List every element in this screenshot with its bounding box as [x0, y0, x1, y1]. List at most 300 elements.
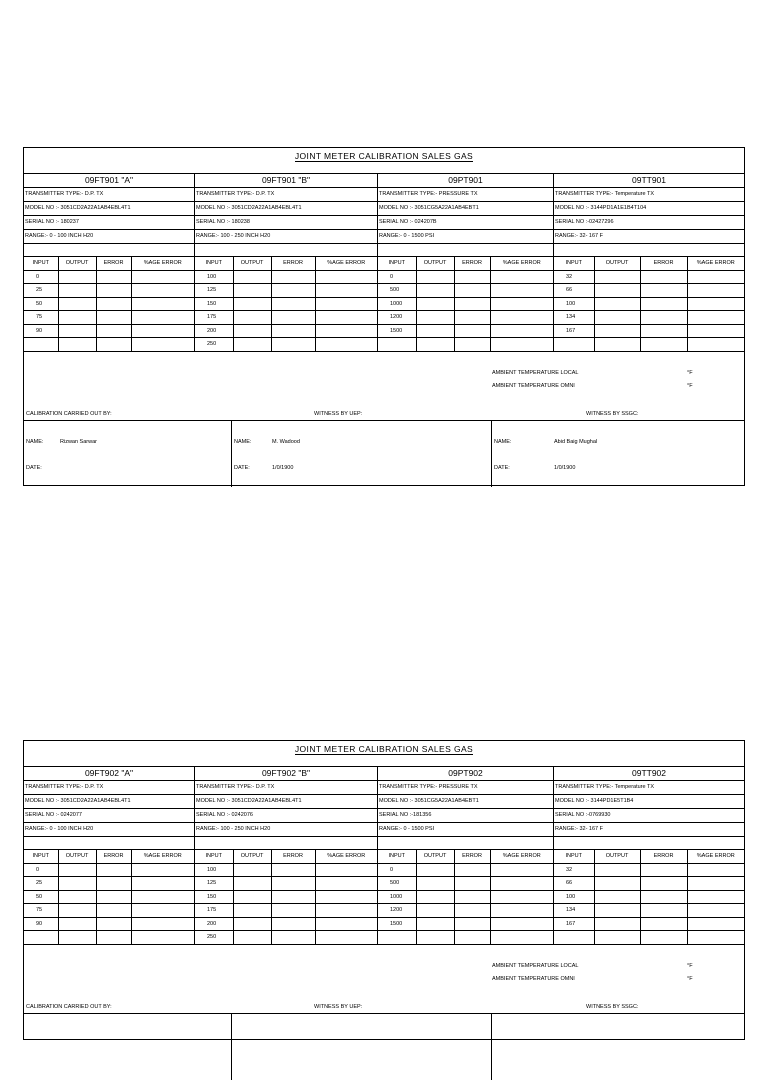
- witness-uep-label: WITNESS BY UEP:: [314, 1003, 363, 1010]
- percent-error-cell[interactable]: [131, 917, 194, 931]
- percent-error-cell[interactable]: [490, 863, 553, 877]
- percent-error-cell[interactable]: [131, 877, 194, 891]
- output-cell[interactable]: [58, 877, 96, 891]
- range: RANGE:- 0 - 100 INCH H20: [24, 823, 194, 837]
- input-value: 500: [378, 877, 416, 891]
- input-value: 175: [195, 311, 233, 325]
- calibration-by-label: CALIBRATION CARRIED OUT BY:: [26, 410, 112, 417]
- percent-error-cell[interactable]: [490, 284, 553, 298]
- output-cell[interactable]: [233, 890, 271, 904]
- signoff-header: [24, 410, 744, 421]
- table-row: [378, 324, 553, 338]
- header-output: OUTPUT: [233, 257, 271, 270]
- percent-error-cell[interactable]: [687, 284, 744, 298]
- spacer-row: [195, 244, 377, 257]
- name-label: NAME:: [494, 438, 512, 445]
- error-cell[interactable]: [96, 297, 131, 311]
- table-header-row: [24, 257, 194, 270]
- header-input: INPUT: [195, 257, 233, 270]
- output-cell[interactable]: [594, 270, 640, 284]
- input-value: [554, 931, 594, 945]
- sheet-title: JOINT METER CALIBRATION SALES GAS: [24, 148, 744, 174]
- error-cell[interactable]: [454, 297, 490, 311]
- output-cell[interactable]: [58, 338, 96, 352]
- serial-number: SERIAL NO :-02427296: [554, 216, 744, 230]
- transmitter-type: TRANSMITTER TYPE:- D.P. TX: [24, 188, 194, 202]
- percent-error-cell[interactable]: [131, 324, 194, 338]
- model-number: MODEL NO :- 3051CD2A22A1AB4EBL4T1: [24, 795, 194, 809]
- percent-error-cell[interactable]: [490, 297, 553, 311]
- table-row: [24, 284, 194, 298]
- error-cell[interactable]: [96, 284, 131, 298]
- output-cell[interactable]: [233, 931, 271, 945]
- spacer-row: [24, 244, 194, 257]
- input-value: 32: [554, 270, 594, 284]
- calibration-sheet-1: [23, 147, 745, 486]
- error-cell[interactable]: [640, 284, 687, 298]
- table-row: [554, 338, 744, 352]
- serial-number: SERIAL NO :-0769930: [554, 809, 744, 823]
- serial-number: SERIAL NO :-181356: [378, 809, 553, 823]
- error-cell[interactable]: [640, 324, 687, 338]
- table-row: [195, 904, 377, 918]
- header-output: OUTPUT: [594, 257, 640, 270]
- error-cell[interactable]: [454, 324, 490, 338]
- error-cell[interactable]: [271, 284, 315, 298]
- error-cell[interactable]: [454, 904, 490, 918]
- error-cell[interactable]: [454, 338, 490, 352]
- percent-error-cell[interactable]: [490, 890, 553, 904]
- percent-error-cell[interactable]: [490, 311, 553, 325]
- output-cell[interactable]: [58, 270, 96, 284]
- error-cell[interactable]: [640, 931, 687, 945]
- output-cell[interactable]: [233, 338, 271, 352]
- percent-error-cell[interactable]: [687, 338, 744, 352]
- ambient-local-unit: °F: [687, 962, 693, 969]
- percent-error-cell[interactable]: [687, 311, 744, 325]
- output-cell[interactable]: [416, 311, 454, 325]
- percent-error-cell[interactable]: [687, 931, 744, 945]
- percent-error-cell[interactable]: [131, 311, 194, 325]
- date-label: DATE:: [26, 464, 42, 471]
- percent-error-cell[interactable]: [315, 931, 377, 945]
- input-value: 500: [378, 284, 416, 298]
- table-row: [195, 284, 377, 298]
- percent-error-cell[interactable]: [131, 890, 194, 904]
- input-value: 100: [195, 270, 233, 284]
- error-cell[interactable]: [96, 324, 131, 338]
- output-cell[interactable]: [594, 284, 640, 298]
- error-cell[interactable]: [640, 863, 687, 877]
- serial-number: SERIAL NO :- 0242076: [195, 809, 377, 823]
- header-output: OUTPUT: [416, 257, 454, 270]
- output-cell[interactable]: [58, 311, 96, 325]
- range: RANGE:- 32- 167 F: [554, 823, 744, 837]
- header-percent-error: %AGE ERROR: [131, 257, 194, 270]
- error-cell[interactable]: [640, 904, 687, 918]
- error-cell[interactable]: [271, 890, 315, 904]
- output-cell[interactable]: [233, 297, 271, 311]
- error-cell[interactable]: [640, 297, 687, 311]
- output-cell[interactable]: [594, 297, 640, 311]
- output-cell[interactable]: [58, 917, 96, 931]
- percent-error-cell[interactable]: [131, 270, 194, 284]
- error-cell[interactable]: [454, 931, 490, 945]
- percent-error-cell[interactable]: [315, 270, 377, 284]
- percent-error-cell[interactable]: [131, 863, 194, 877]
- input-value: 250: [195, 338, 233, 352]
- output-cell[interactable]: [233, 863, 271, 877]
- error-cell[interactable]: [271, 311, 315, 325]
- name-value: Rizwan Sarwar: [60, 438, 97, 445]
- output-cell[interactable]: [233, 917, 271, 931]
- output-cell[interactable]: [416, 904, 454, 918]
- ambient-temperature-section: [24, 945, 744, 1003]
- calibration-table: [195, 850, 377, 945]
- output-cell[interactable]: [416, 324, 454, 338]
- error-cell[interactable]: [96, 863, 131, 877]
- error-cell[interactable]: [96, 904, 131, 918]
- input-value: 25: [24, 284, 58, 298]
- instrument-grid: [24, 174, 744, 352]
- error-cell[interactable]: [640, 890, 687, 904]
- spacer-row: [378, 244, 553, 257]
- input-value: 167: [554, 917, 594, 931]
- witness-ssgc-label: WITNESS BY SSGC:: [586, 1003, 639, 1010]
- output-cell[interactable]: [416, 297, 454, 311]
- output-cell[interactable]: [594, 890, 640, 904]
- percent-error-cell[interactable]: [687, 863, 744, 877]
- table-header-row: [24, 850, 194, 863]
- calibration-table: [378, 257, 553, 352]
- header-error: ERROR: [271, 257, 315, 270]
- ambient-omni-unit: °F: [687, 975, 693, 982]
- error-cell[interactable]: [454, 890, 490, 904]
- input-value: [554, 338, 594, 352]
- input-value: [24, 931, 58, 945]
- input-value: 0: [378, 270, 416, 284]
- range: RANGE:- 0 - 1500 PSI: [378, 823, 553, 837]
- percent-error-cell[interactable]: [687, 904, 744, 918]
- header-output: OUTPUT: [416, 850, 454, 863]
- serial-number: SERIAL NO :- 0242077: [24, 809, 194, 823]
- instrument-tag: 09FT901 "B": [195, 174, 377, 188]
- percent-error-cell[interactable]: [490, 877, 553, 891]
- table-row: [24, 917, 194, 931]
- percent-error-cell[interactable]: [315, 917, 377, 931]
- table-header-row: [378, 257, 553, 270]
- ambient-omni-row: [492, 976, 692, 982]
- table-header-row: [195, 257, 377, 270]
- calibration-sheet-2: [23, 740, 745, 1040]
- error-cell[interactable]: [271, 338, 315, 352]
- error-cell[interactable]: [271, 863, 315, 877]
- input-value: 66: [554, 284, 594, 298]
- error-cell[interactable]: [454, 917, 490, 931]
- calibration-table: [24, 257, 194, 352]
- header-percent-error: %AGE ERROR: [490, 257, 553, 270]
- input-value: 250: [195, 931, 233, 945]
- percent-error-cell[interactable]: [490, 270, 553, 284]
- percent-error-cell[interactable]: [131, 338, 194, 352]
- percent-error-cell[interactable]: [131, 931, 194, 945]
- error-cell[interactable]: [271, 877, 315, 891]
- name-label: NAME:: [26, 438, 44, 445]
- percent-error-cell[interactable]: [315, 338, 377, 352]
- percent-error-cell[interactable]: [131, 904, 194, 918]
- signature-row: [24, 1014, 744, 1080]
- output-cell[interactable]: [594, 917, 640, 931]
- model-number: MODEL NO :- 3144PD1A1E1B4T104: [554, 202, 744, 216]
- percent-error-cell[interactable]: [490, 931, 553, 945]
- output-cell[interactable]: [416, 863, 454, 877]
- output-cell[interactable]: [233, 284, 271, 298]
- percent-error-cell[interactable]: [315, 877, 377, 891]
- output-cell[interactable]: [416, 917, 454, 931]
- signature-box-ssgc: [492, 421, 744, 487]
- table-row: [554, 270, 744, 284]
- header-output: OUTPUT: [594, 850, 640, 863]
- error-cell[interactable]: [96, 931, 131, 945]
- error-cell[interactable]: [96, 338, 131, 352]
- table-row: [24, 297, 194, 311]
- percent-error-cell[interactable]: [687, 890, 744, 904]
- input-value: [378, 931, 416, 945]
- error-cell[interactable]: [454, 877, 490, 891]
- output-cell[interactable]: [233, 270, 271, 284]
- input-value: 125: [195, 284, 233, 298]
- serial-number: SERIAL NO :- 024207B: [378, 216, 553, 230]
- output-cell[interactable]: [594, 863, 640, 877]
- error-cell[interactable]: [96, 877, 131, 891]
- error-cell[interactable]: [640, 877, 687, 891]
- table-row: [195, 863, 377, 877]
- table-row: [378, 931, 553, 945]
- error-cell[interactable]: [96, 890, 131, 904]
- percent-error-cell[interactable]: [687, 877, 744, 891]
- table-row: [378, 270, 553, 284]
- error-cell[interactable]: [271, 324, 315, 338]
- table-row: [554, 904, 744, 918]
- output-cell[interactable]: [58, 297, 96, 311]
- name-label: NAME:: [234, 438, 252, 445]
- header-percent-error: %AGE ERROR: [490, 850, 553, 863]
- input-value: 0: [24, 270, 58, 284]
- table-row: [378, 311, 553, 325]
- input-value: [24, 338, 58, 352]
- output-cell[interactable]: [594, 338, 640, 352]
- percent-error-cell[interactable]: [687, 297, 744, 311]
- percent-error-cell[interactable]: [315, 890, 377, 904]
- date-value: 1/0/1900: [554, 464, 576, 471]
- input-value: 32: [554, 863, 594, 877]
- ambient-local-label: AMBIENT TEMPERATURE LOCAL: [492, 962, 579, 969]
- sheet-title: JOINT METER CALIBRATION SALES GAS: [24, 741, 744, 767]
- percent-error-cell[interactable]: [490, 917, 553, 931]
- output-cell[interactable]: [594, 877, 640, 891]
- error-cell[interactable]: [96, 270, 131, 284]
- header-percent-error: %AGE ERROR: [315, 850, 377, 863]
- serial-number: SERIAL NO :- 180238: [195, 216, 377, 230]
- error-cell[interactable]: [271, 270, 315, 284]
- header-input: INPUT: [554, 257, 594, 270]
- error-cell[interactable]: [271, 297, 315, 311]
- percent-error-cell[interactable]: [687, 270, 744, 284]
- ambient-omni-label: AMBIENT TEMPERATURE OMNI: [492, 975, 575, 982]
- instrument-tag: 09TT901: [554, 174, 744, 188]
- input-value: 66: [554, 877, 594, 891]
- error-cell[interactable]: [640, 311, 687, 325]
- table-row: [195, 890, 377, 904]
- table-row: [24, 311, 194, 325]
- range: RANGE:- 0 - 1500 PSI: [378, 230, 553, 244]
- table-row: [378, 284, 553, 298]
- transmitter-type: TRANSMITTER TYPE:- D.P. TX: [195, 781, 377, 795]
- error-cell[interactable]: [640, 917, 687, 931]
- output-cell[interactable]: [233, 311, 271, 325]
- output-cell[interactable]: [416, 931, 454, 945]
- percent-error-cell[interactable]: [687, 917, 744, 931]
- model-number: MODEL NO :- 3051CG5A22A1AB4EBT1: [378, 795, 553, 809]
- input-value: 25: [24, 877, 58, 891]
- calibration-table: [554, 257, 744, 352]
- percent-error-cell[interactable]: [315, 297, 377, 311]
- instrument-column: [195, 767, 378, 945]
- percent-error-cell[interactable]: [490, 904, 553, 918]
- input-value: 1000: [378, 297, 416, 311]
- input-value: 200: [195, 917, 233, 931]
- error-cell[interactable]: [271, 931, 315, 945]
- output-cell[interactable]: [58, 863, 96, 877]
- signature-box-ssgc: [492, 1014, 744, 1080]
- range: RANGE:- 100 - 250 INCH H20: [195, 230, 377, 244]
- table-row: [554, 917, 744, 931]
- output-cell[interactable]: [58, 284, 96, 298]
- input-value: [378, 338, 416, 352]
- signature-box-uep: [232, 1014, 492, 1080]
- input-value: 1500: [378, 917, 416, 931]
- error-cell[interactable]: [454, 863, 490, 877]
- instrument-column: [195, 174, 378, 352]
- header-input: INPUT: [378, 257, 416, 270]
- percent-error-cell[interactable]: [687, 324, 744, 338]
- table-row: [195, 877, 377, 891]
- table-row: [554, 863, 744, 877]
- table-row: [378, 904, 553, 918]
- output-cell[interactable]: [58, 324, 96, 338]
- percent-error-cell[interactable]: [490, 338, 553, 352]
- percent-error-cell[interactable]: [315, 863, 377, 877]
- error-cell[interactable]: [640, 270, 687, 284]
- percent-error-cell[interactable]: [315, 324, 377, 338]
- input-value: 1500: [378, 324, 416, 338]
- header-error: ERROR: [640, 850, 687, 863]
- percent-error-cell[interactable]: [131, 284, 194, 298]
- percent-error-cell[interactable]: [315, 284, 377, 298]
- model-number: MODEL NO :- 3051CD2A22A1AB4EBL4T1: [195, 202, 377, 216]
- name-value: M. Wadood: [272, 438, 300, 445]
- witness-uep-label: WITNESS BY UEP:: [314, 410, 363, 417]
- output-cell[interactable]: [233, 324, 271, 338]
- percent-error-cell[interactable]: [490, 324, 553, 338]
- error-cell[interactable]: [454, 284, 490, 298]
- header-error: ERROR: [96, 257, 131, 270]
- table-row: [378, 877, 553, 891]
- input-value: 1200: [378, 904, 416, 918]
- table-row: [554, 284, 744, 298]
- input-value: 90: [24, 917, 58, 931]
- table-row: [554, 890, 744, 904]
- output-cell[interactable]: [594, 931, 640, 945]
- error-cell[interactable]: [454, 270, 490, 284]
- input-value: 75: [24, 904, 58, 918]
- input-value: 100: [195, 863, 233, 877]
- table-row: [24, 324, 194, 338]
- output-cell[interactable]: [416, 270, 454, 284]
- model-number: MODEL NO :- 3051CD2A22A1AB4EBL4T1: [24, 202, 194, 216]
- input-value: 100: [554, 297, 594, 311]
- input-value: 134: [554, 311, 594, 325]
- table-row: [24, 890, 194, 904]
- input-value: 175: [195, 904, 233, 918]
- output-cell[interactable]: [594, 311, 640, 325]
- table-row: [24, 931, 194, 945]
- output-cell[interactable]: [416, 338, 454, 352]
- header-error: ERROR: [271, 850, 315, 863]
- percent-error-cell[interactable]: [315, 904, 377, 918]
- error-cell[interactable]: [271, 904, 315, 918]
- output-cell[interactable]: [58, 890, 96, 904]
- calibration-table: [554, 850, 744, 945]
- table-header-row: [378, 850, 553, 863]
- output-cell[interactable]: [416, 890, 454, 904]
- table-row: [195, 917, 377, 931]
- percent-error-cell[interactable]: [131, 297, 194, 311]
- error-cell[interactable]: [96, 311, 131, 325]
- header-output: OUTPUT: [58, 850, 96, 863]
- output-cell[interactable]: [233, 904, 271, 918]
- header-error: ERROR: [96, 850, 131, 863]
- error-cell[interactable]: [454, 311, 490, 325]
- output-cell[interactable]: [233, 877, 271, 891]
- ambient-omni-label: AMBIENT TEMPERATURE OMNI: [492, 382, 575, 389]
- output-cell[interactable]: [416, 877, 454, 891]
- percent-error-cell[interactable]: [315, 311, 377, 325]
- error-cell[interactable]: [271, 917, 315, 931]
- header-error: ERROR: [454, 257, 490, 270]
- output-cell[interactable]: [594, 324, 640, 338]
- input-value: 167: [554, 324, 594, 338]
- transmitter-type: TRANSMITTER TYPE:- Temperature TX: [554, 781, 744, 795]
- table-header-row: [195, 850, 377, 863]
- output-cell[interactable]: [58, 931, 96, 945]
- error-cell[interactable]: [640, 338, 687, 352]
- table-row: [195, 297, 377, 311]
- spacer-row: [554, 244, 744, 257]
- header-input: INPUT: [24, 850, 58, 863]
- signature-box-calibration: [24, 1014, 232, 1080]
- instrument-column: [24, 767, 195, 945]
- output-cell[interactable]: [416, 284, 454, 298]
- instrument-column: [378, 767, 554, 945]
- input-value: 134: [554, 904, 594, 918]
- date-label: DATE:: [234, 464, 250, 471]
- output-cell[interactable]: [594, 904, 640, 918]
- table-row: [24, 270, 194, 284]
- output-cell[interactable]: [58, 904, 96, 918]
- table-row: [378, 297, 553, 311]
- error-cell[interactable]: [96, 917, 131, 931]
